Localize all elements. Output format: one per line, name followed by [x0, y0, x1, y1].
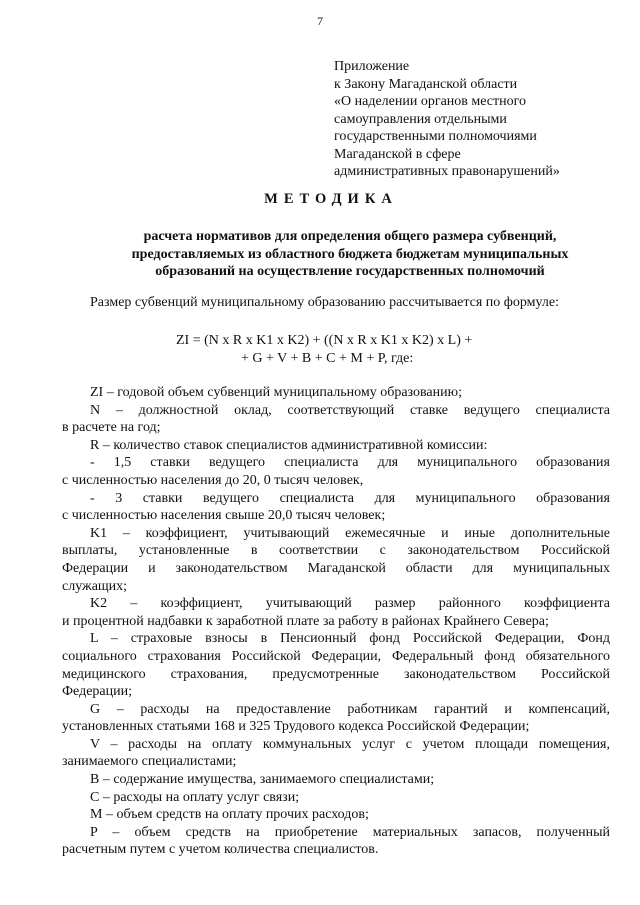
page-number: 7 — [317, 14, 323, 28]
formula-line-1: ZI = (N x R x K1 x K2) + ((N x R x K1 x K2) x L) + — [176, 333, 473, 348]
definition-line: расчетным путем с учетом количества специалистов. — [62, 842, 379, 858]
definition-line: M – объем средств на оплату прочих расходов; — [90, 807, 369, 823]
definition-line: служащих; — [62, 578, 128, 594]
definition-line: в расчете на год; — [62, 420, 161, 436]
definition-line: G – расходы на предоставление работникам гарантий и компенсаций, — [90, 701, 610, 717]
intro-paragraph: Размер субвенций муниципальному образованию рассчитывается по формуле: — [90, 295, 559, 310]
definition-line: - 3 ставки ведущего специалиста для муниципального образования — [90, 490, 610, 506]
definitions-list — [62, 384, 610, 859]
document-subtitle — [80, 228, 620, 281]
definition-line: R – количество ставок специалистов административной комиссии: — [90, 437, 488, 453]
definition-line: Федерации; — [62, 684, 133, 700]
definition-line: C – расходы на оплату услуг связи; — [90, 789, 300, 805]
definition-line: установленных статьями 168 и 325 Трудового кодекса Российской Федерации; — [62, 719, 530, 735]
definition-line: K1 – коэффициент, учитывающий ежемесячные и иные дополнительные — [90, 525, 610, 541]
definition-line: B – содержание имущества, занимаемого специалистами; — [90, 772, 435, 788]
appendix-line: «О наделении органов местного — [334, 94, 527, 109]
definition-line: выплаты, установленные в соответствии с законодательством Российской — [62, 543, 610, 559]
formula-line-2: + G + V + B + C + M + P, где: — [241, 351, 414, 366]
document-title: МЕТОДИКА — [264, 191, 398, 207]
appendix-line: административных правонарушений» — [334, 164, 560, 179]
definition-line: и процентной надбавки к заработной плате за работу в районах Крайнего Севера; — [62, 613, 549, 629]
definition-line: ZI – годовой объем субвенций муниципальному образованию; — [90, 385, 462, 400]
definition-line: с численностью населения свыше 20,0 тысяч человек; — [62, 508, 386, 524]
definition-line: V – расходы на оплату коммунальных услуг с учетом площади помещения, — [90, 736, 610, 752]
definition-line: занимаемого специалистами; — [62, 754, 237, 770]
appendix-line: к Закону Магаданской области — [334, 76, 518, 92]
definition-line: медицинского страхования, предусмотренные законодательством Российской — [62, 666, 610, 682]
definition-line: Федерации и законодательством Магаданской области для муниципальных — [62, 560, 610, 576]
appendix-header — [334, 58, 634, 181]
definition-line: P – объем средств на приобретение материальных запасов, полученный — [90, 824, 610, 840]
definition-line: социального страхования Российской Федерации, Федеральный фонд обязательного — [62, 648, 610, 664]
appendix-line: государственными полномочиями — [334, 129, 537, 144]
definition-line: L – страховые взносы в Пенсионный фонд Российской Федерации, Фонд — [90, 631, 610, 647]
subtitle-line: предоставляемых из областного бюджета бюджетам муниципальных — [131, 246, 569, 262]
subtitle-line: образований на осуществление государственных полномочий — [155, 264, 545, 279]
definition-line: K2 – коэффициент, учитывающий размер районного коэффициента — [90, 596, 610, 612]
appendix-line: Приложение — [334, 59, 410, 74]
definition-line: - 1,5 ставки ведущего специалиста для муниципального образования — [90, 455, 610, 471]
definition-line: с численностью населения до 20, 0 тысяч человек, — [62, 472, 364, 488]
appendix-line: самоуправления отдельными — [334, 111, 507, 127]
subtitle-line: расчета нормативов для определения общего размера субвенций, — [143, 229, 557, 244]
definition-line: N – должностной оклад, соответствующий ставке ведущего специалиста — [90, 402, 610, 418]
appendix-line: Магаданской в сфере — [334, 146, 461, 162]
